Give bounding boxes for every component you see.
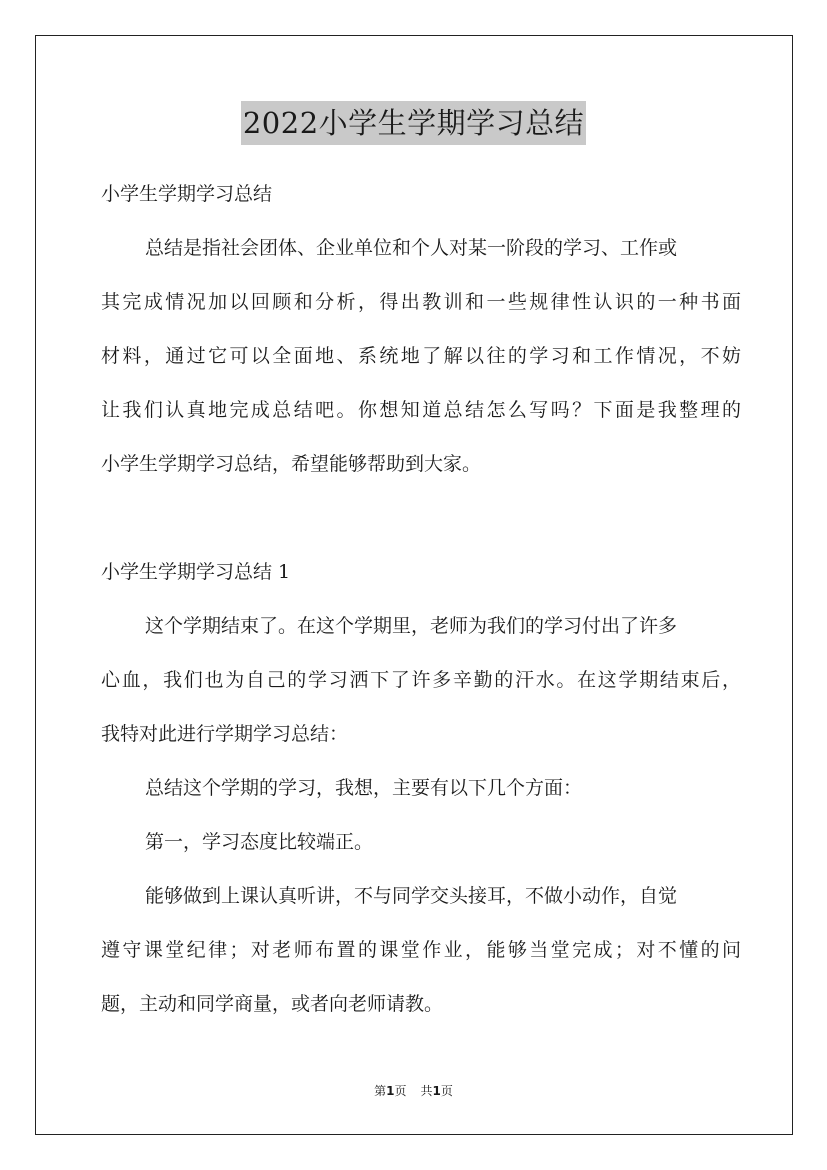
footer-total-number: 1 [432, 1084, 441, 1098]
section-paragraph-line: 我特对此进行学期学习总结： [101, 723, 349, 745]
intro-line: 总结是指社会团体、企业单位和个人对某一阶段的学习、工作或 [145, 237, 678, 259]
document-title-text: 2022小学生学期学习总结 [241, 101, 586, 145]
intro-line: 其完成情况加以回顾和分析，得出教训和一些规律性认识的一种书面 [101, 291, 741, 313]
section-paragraph-line: 题，主动和同学商量，或者向老师请教。 [101, 993, 444, 1015]
footer-total-suffix: 页 [440, 1084, 453, 1098]
section-paragraph-line: 这个学期结束了。在这个学期里，老师为我们的学习付出了许多 [145, 615, 678, 637]
footer-page-suffix: 页 [394, 1084, 407, 1098]
intro-line: 小学生学期学习总结，希望能够帮助到大家。 [101, 453, 482, 475]
intro-line: 材料，通过它可以全面地、系统地了解以往的学习和工作情况，不妨 [101, 345, 741, 367]
footer-page-number: 1 [386, 1084, 395, 1098]
footer-page-prefix: 第 [374, 1084, 387, 1098]
intro-line: 让我们认真地完成总结吧。你想知道总结怎么写吗？下面是我整理的 [101, 399, 741, 421]
page-footer [0, 1082, 827, 1100]
section-paragraph-line: 心血，我们也为自己的学习洒下了许多辛勤的汗水。在这学期结束后， [101, 669, 741, 691]
section-paragraph: 第一，学习态度比较端正。 [145, 831, 374, 853]
footer-total-prefix: 共 [420, 1084, 433, 1098]
document-title [0, 101, 827, 145]
subtitle: 小学生学期学习总结 [101, 183, 273, 205]
section-heading: 小学生学期学习总结 1 [101, 561, 291, 583]
section-paragraph-line: 能够做到上课认真听讲，不与同学交头接耳，不做小动作，自觉 [145, 885, 678, 907]
section-paragraph: 总结这个学期的学习，我想，主要有以下几个方面： [145, 777, 583, 799]
section-paragraph-line: 遵守课堂纪律；对老师布置的课堂作业，能够当堂完成；对不懂的问 [101, 939, 741, 961]
